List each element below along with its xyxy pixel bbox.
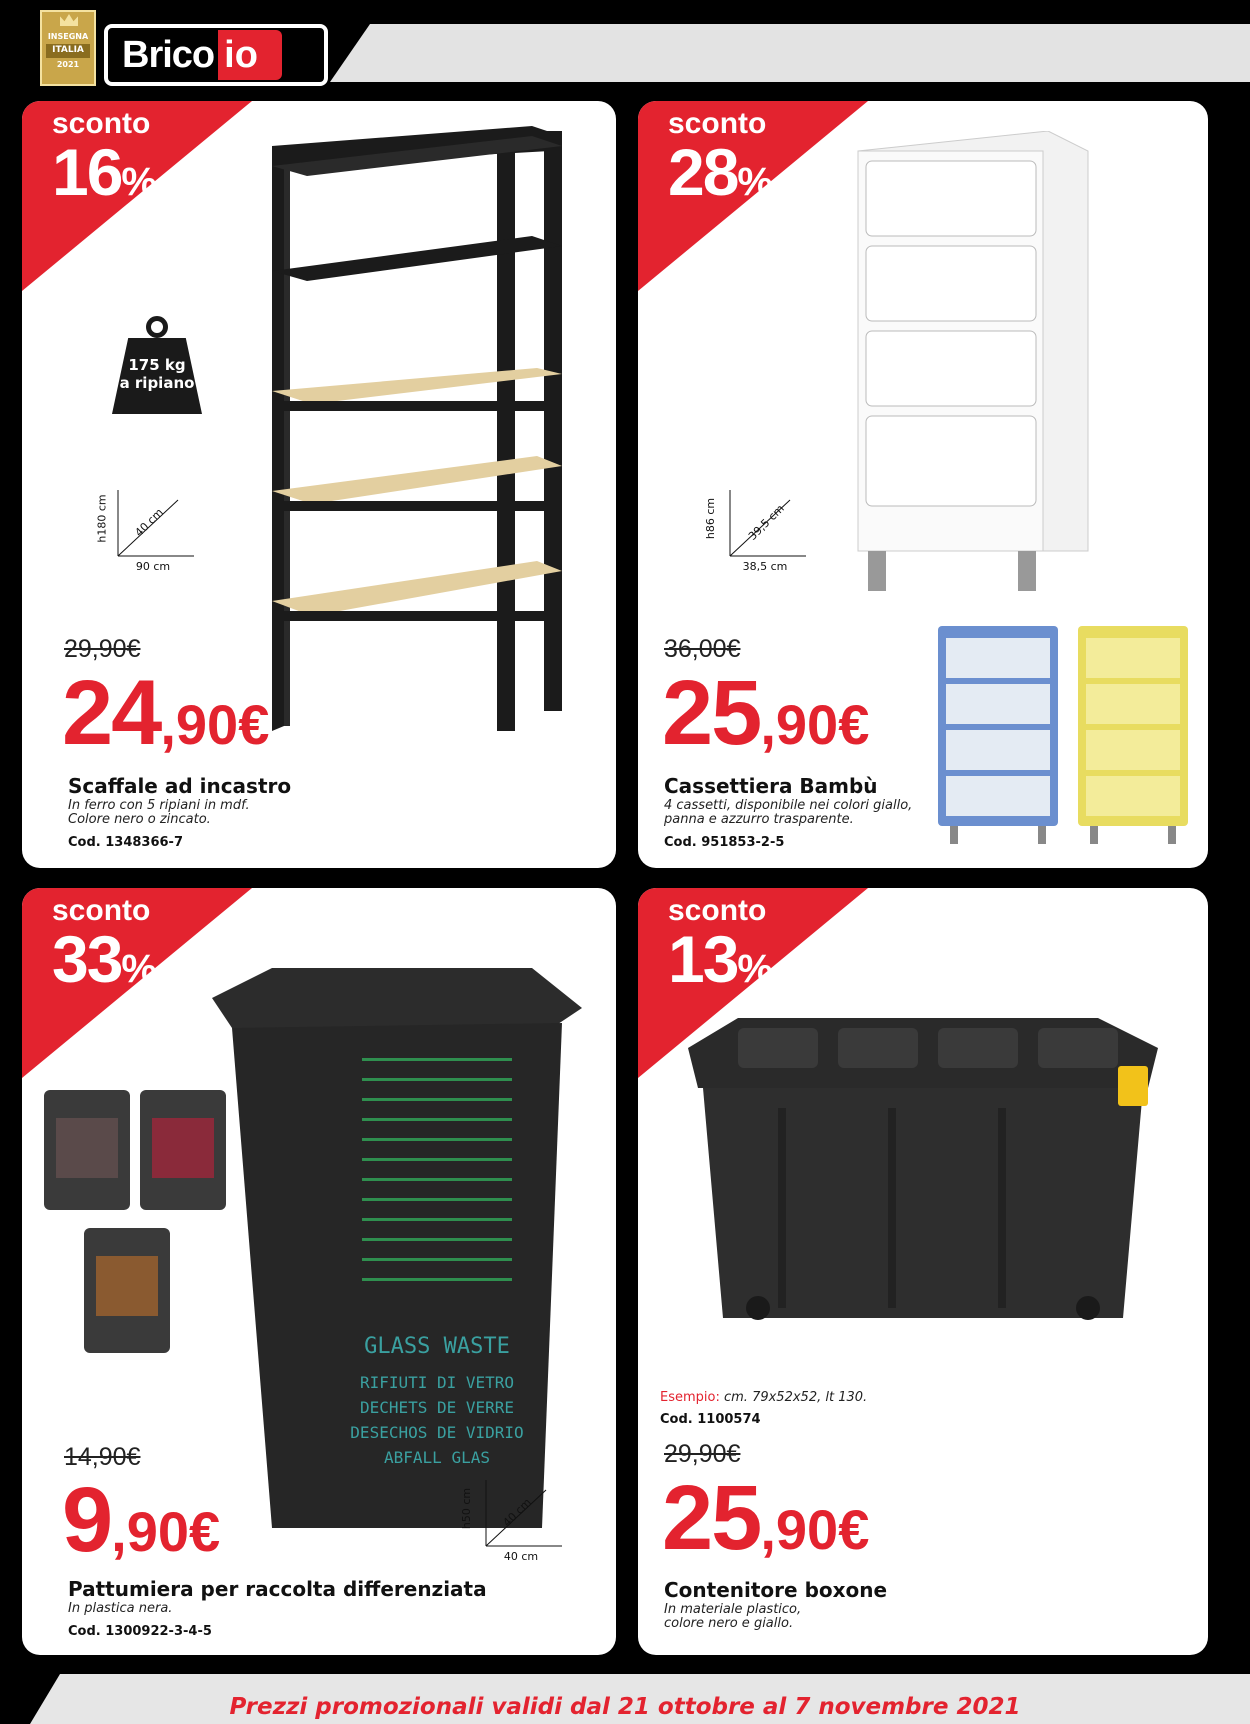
colored-drawers-image <box>928 626 1198 856</box>
insegna-badge <box>40 10 96 86</box>
dim-depth: 40 cm <box>500 1495 534 1530</box>
product-card-cassettiera[interactable] <box>638 101 1208 868</box>
header-band <box>330 24 1250 82</box>
product-code: Cod. 1348366-7 <box>68 835 184 850</box>
product-description: In ferro con 5 ripiani in mdf. Colore nero o zincato. <box>68 798 250 827</box>
bin-text-4: ABFALL GLAS <box>384 1448 490 1467</box>
bricoio-logo[interactable] <box>104 24 328 86</box>
product-code: Cod. 951853-2-5 <box>664 835 785 850</box>
dim-height: h86 cm <box>704 497 718 540</box>
product-code: Cod. 1100574 <box>660 1412 761 1427</box>
product-card-scaffale[interactable] <box>22 101 616 868</box>
bin-text-3: DESECHOS DE VIDRIO <box>350 1423 524 1442</box>
storage-box-image <box>678 1008 1198 1338</box>
dim-width: 38,5 cm <box>742 560 788 573</box>
old-price: 14,90€ <box>64 1443 141 1471</box>
header <box>0 0 1250 92</box>
example-label: Esempio: <box>660 1390 720 1405</box>
dim-height-wrap <box>460 1476 482 1544</box>
logo-brico: Brico <box>122 33 215 76</box>
product-description: In plastica nera. <box>68 1601 173 1616</box>
discount-symbol: % <box>121 947 157 991</box>
dim-height: h50 cm <box>460 1487 474 1530</box>
dimensions-diagram <box>704 486 808 576</box>
product-code: Cod. 1300922-3-4-5 <box>68 1624 212 1639</box>
dimensions-diagram <box>96 486 196 576</box>
product-description: In materiale plastico, colore nero e giallo. <box>664 1602 802 1631</box>
dim-width: 90 cm <box>135 560 171 573</box>
old-price: 29,90€ <box>64 635 141 663</box>
discount-value: 16 <box>52 135 122 209</box>
weight-line2: a ripiano <box>119 374 195 392</box>
discount-value: 28 <box>668 135 738 209</box>
discount-text <box>668 894 773 996</box>
dim-height-wrap <box>704 486 726 554</box>
bin-text-1: RIFIUTI DI VETRO <box>359 1373 515 1392</box>
product-description: 4 cassetti, disponibile nei colori giallo, panna e azzurro trasparente. <box>664 798 913 827</box>
dimensions-diagram <box>460 1476 564 1566</box>
price-decimal: ,90€ <box>160 693 270 756</box>
dim-height-wrap <box>96 486 114 554</box>
price-integer: 25 <box>662 662 761 764</box>
dim-depth: 40 cm <box>132 505 166 540</box>
discount-word: sconto <box>668 107 767 140</box>
example-note <box>660 1390 867 1405</box>
weight-line1: 175 kg <box>128 356 186 374</box>
discount-word: sconto <box>52 107 151 140</box>
discount-symbol: % <box>737 947 773 991</box>
dim-width: 40 cm <box>503 1550 539 1563</box>
price-decimal: ,90€ <box>760 1498 870 1561</box>
price-decimal: ,90€ <box>760 693 870 756</box>
discount-value: 13 <box>668 922 738 996</box>
white-drawers-image <box>838 131 1108 611</box>
weight-icon <box>112 316 202 416</box>
insegna-line1: INSEGNA <box>47 32 89 41</box>
footer-validity-text: Prezzi promozionali validi dal 21 ottobre al 7 novembre 2021 <box>229 1694 1021 1720</box>
crown-icon <box>60 14 78 26</box>
dim-depth: 39,5 cm <box>745 502 787 543</box>
product-title: Contenitore boxone <box>664 1578 888 1602</box>
logo-io: io <box>218 30 282 80</box>
weight-text <box>112 356 202 392</box>
discount-word: sconto <box>52 894 151 927</box>
product-card-contenitore[interactable] <box>638 888 1208 1655</box>
insegna-line2: ITALIA <box>46 44 90 58</box>
new-price <box>662 1466 869 1571</box>
price-integer: 25 <box>662 1467 761 1569</box>
discount-text <box>52 107 157 209</box>
old-price: 36,00€ <box>664 635 741 663</box>
discount-symbol: % <box>121 160 157 204</box>
discount-word: sconto <box>668 894 767 927</box>
price-integer: 9 <box>62 1469 112 1571</box>
price-decimal: ,90€ <box>111 1500 221 1563</box>
product-card-pattumiera[interactable] <box>22 888 616 1655</box>
dim-height: h180 cm <box>95 494 109 543</box>
new-price <box>662 661 869 766</box>
bin-text-0: GLASS WASTE <box>364 1334 510 1359</box>
old-price: 29,90€ <box>664 1440 741 1468</box>
product-title: Scaffale ad incastro <box>68 774 292 798</box>
weight-ring <box>146 316 168 338</box>
discount-value: 33 <box>52 922 122 996</box>
small-bins-image <box>42 1088 232 1358</box>
insegna-line3: 2021 <box>56 60 80 70</box>
bin-image <box>212 968 616 1548</box>
discount-text <box>668 107 773 209</box>
new-price <box>62 661 269 766</box>
price-integer: 24 <box>62 662 161 764</box>
shelf-image <box>232 106 612 746</box>
new-price <box>62 1468 220 1573</box>
product-title: Pattumiera per raccolta differenziata <box>68 1577 487 1601</box>
discount-text <box>52 894 157 996</box>
bin-text-2: DECHETS DE VERRE <box>359 1398 515 1417</box>
product-title: Cassettiera Bambù <box>664 774 878 798</box>
discount-symbol: % <box>737 160 773 204</box>
example-text: cm. 79x52x52, lt 130. <box>724 1390 868 1405</box>
